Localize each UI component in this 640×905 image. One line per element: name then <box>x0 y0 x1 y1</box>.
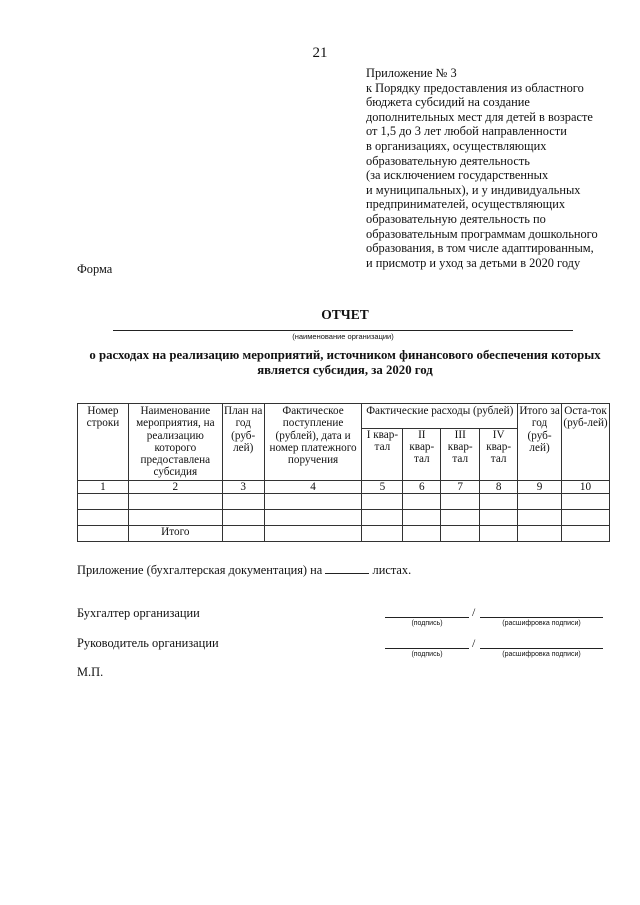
header-q2: II квар-тал <box>403 428 441 480</box>
organization-name-line[interactable] <box>113 330 573 331</box>
column-number: 1 <box>78 480 129 493</box>
column-number: 9 <box>518 480 562 493</box>
table-row[interactable] <box>78 509 610 525</box>
total-row[interactable] <box>78 525 610 541</box>
signature-caption: (подпись) <box>411 620 443 627</box>
column-number: 2 <box>128 480 222 493</box>
signature-caption: (подпись) <box>411 651 443 658</box>
annex-line: (за исключением государственных <box>366 168 549 183</box>
attachment-line <box>77 563 411 578</box>
annex-line: образовательную деятельность <box>366 153 530 168</box>
column-number: 10 <box>562 480 610 493</box>
attachment-prefix: Приложение (бухгалтерская документация) на <box>77 563 323 577</box>
name-caption: (расшифровка подписи) <box>502 620 581 627</box>
form-label: Форма <box>77 262 113 276</box>
column-number: 8 <box>480 480 518 493</box>
accountant-signature-line[interactable] <box>385 617 469 618</box>
header-row-number: Номер строки <box>78 404 129 481</box>
column-numbers-row <box>78 480 610 493</box>
annex-line: и присмотр и уход за детьми в 2020 году <box>366 255 581 270</box>
column-number: 3 <box>222 480 264 493</box>
header-actual-expenses: Фактические расходы (рублей) <box>362 404 518 429</box>
total-label: Итого <box>128 525 222 541</box>
header-year-total: Итого за год (руб-лей) <box>518 404 562 481</box>
header-receipt: Фактическое поступление (рублей), дата и номер платежного поручения <box>264 404 362 481</box>
accountant-name-line[interactable] <box>480 617 603 618</box>
annex-line: бюджета субсидий на создание <box>366 95 530 110</box>
report-title: ОТЧЕТ <box>321 307 369 322</box>
column-number: 5 <box>362 480 403 493</box>
name-caption: (расшифровка подписи) <box>502 651 581 658</box>
column-number: 4 <box>264 480 362 493</box>
header-plan: План на год (руб-лей) <box>222 404 264 481</box>
header-q3: III квар-тал <box>441 428 480 480</box>
accountant-label: Бухгалтер организации <box>77 606 200 620</box>
annex-line: Приложение № 3 <box>366 66 457 80</box>
slash: / <box>472 605 476 619</box>
slash: / <box>472 636 476 650</box>
annex-line: предпринимателей, осуществляющих <box>366 197 566 212</box>
annex-reference <box>366 66 636 270</box>
annex-line: от 1,5 до 3 лет любой направленности <box>366 124 567 139</box>
header-balance: Оста-ток (руб-лей) <box>562 404 610 481</box>
stamp-place: М.П. <box>77 665 104 679</box>
director-name-line[interactable] <box>480 648 603 649</box>
column-number: 6 <box>403 480 441 493</box>
organization-caption: (наименование организации) <box>292 332 394 341</box>
header-activity: Наименование мероприятия, на реализацию которого предоставлена субсидия <box>128 404 222 481</box>
annex-line: образовательную деятельность по <box>366 211 546 226</box>
sheet-count-blank[interactable] <box>325 573 369 574</box>
table-row[interactable] <box>78 493 610 509</box>
annex-line: к Порядку предоставления из областного <box>366 80 584 95</box>
director-signature-line[interactable] <box>385 648 469 649</box>
attachment-suffix: листах. <box>372 563 412 577</box>
annex-line: образования, в том числе адаптированным, <box>366 241 594 256</box>
expenses-table <box>77 403 610 542</box>
header-q1: I квар-тал <box>362 428 403 480</box>
report-subtitle: о расходах на реализацию мероприятий, источником финансового обеспечения которых является субсидия, за 2020 год <box>89 348 601 377</box>
annex-line: дополнительных мест для детей в возрасте <box>366 109 593 124</box>
header-q4: IV квар-тал <box>480 428 518 480</box>
page-number: 21 <box>312 45 328 61</box>
annex-line: и муниципальных), и у индивидуальных <box>366 182 581 197</box>
annex-line: в организациях, осуществляющих <box>366 138 547 153</box>
column-number: 7 <box>441 480 480 493</box>
annex-line: образовательным программам дошкольного <box>366 226 598 241</box>
director-label: Руководитель организации <box>77 636 219 650</box>
